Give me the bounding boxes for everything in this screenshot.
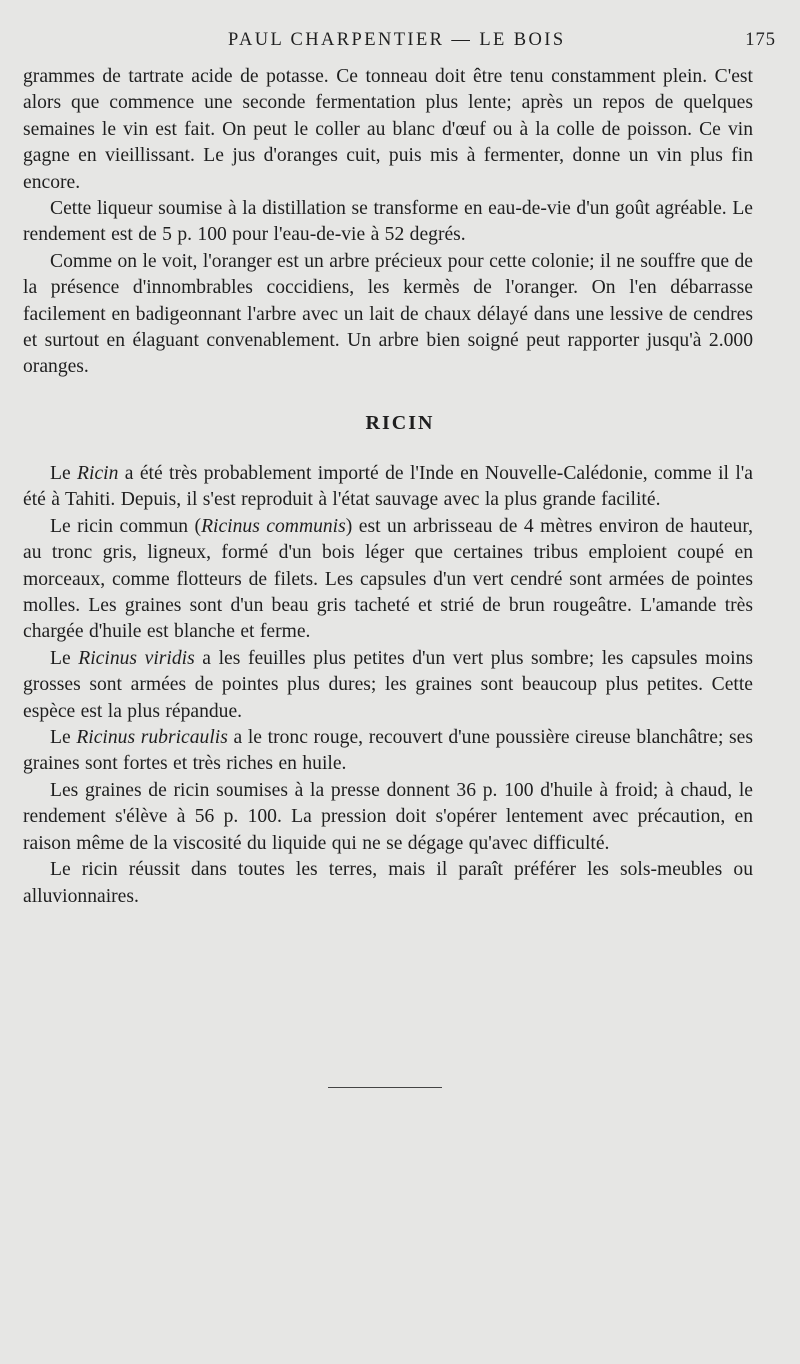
text-run: Le: [50, 463, 78, 484]
end-rule-divider: [328, 1087, 442, 1088]
text-run: ) est un arbrisseau de 4 mètres environ de hauteur, au tronc gris, ligneux, formé d'un bois léger que certaines tribus emploient coupé en morceaux, comme flotteurs de filets. Les capsules d'un vert cendré sont armées de pointes molles. Les graines sont d'un beau gris tacheté et strié de brun rougeâtre. L'amande très chargée d'huile est blanche et ferme.: [23, 515, 753, 643]
text-block-ricin: [23, 461, 753, 910]
text-block-oranger: [23, 64, 753, 381]
section-heading: RICIN: [365, 412, 435, 434]
running-title: PAUL CHARPENTIER — LE BOIS: [228, 30, 566, 50]
italic-term: Ricinus rubricaulis: [76, 727, 228, 749]
paragraph: [23, 725, 753, 778]
text-run: a été très probablement importé de l'Inde en Nouvelle-Calédonie, comme il l'a été à Tahiti. Depuis, il s'est reproduit à l'état sauvage avec la plus grande facilité.: [23, 463, 753, 511]
text-run: a les feuilles plus petites d'un vert plus sombre; les capsules moins grosses sont armées de pointes plus dures; les graines sont beaucoup plus petites. Cette espèce est la plus répandue.: [23, 647, 753, 722]
italic-term: Ricinus viridis: [78, 647, 195, 669]
text-run: a le tronc rouge, recouvert d'une poussière cireuse blanchâtre; ses graines sont fortes et très riches en huile.: [23, 727, 753, 775]
text-run: Le ricin commun (: [50, 515, 202, 537]
paragraph: Cette liqueur soumise à la distillation se transforme en eau-de-vie d'un goût agréable. Le rendement est de 5 p. 100 pour l'eau-de-vie à 52 degrés.: [23, 198, 753, 246]
running-header: [0, 30, 800, 54]
text-run: Le: [50, 727, 77, 749]
paragraph: [23, 646, 753, 725]
paragraph: grammes de tartrate acide de potasse. Ce tonneau doit être tenu constamment plein. C'est alors que commence une seconde fermentation plus lente; après un repos de quelques semaines le vin est fait. On peut le coller au blanc d'œuf ou à la colle de poisson. Ce vin gagne en vieillissant. Le jus d'oranges cuit, puis mis à fermenter, donne un vin plus fin encore.: [23, 66, 753, 193]
paragraph: Comme on le voit, l'oranger est un arbre précieux pour cette colonie; il ne souffre que de la présence d'innombrables coccidiens, les kermès de l'oranger. On l'en débarrasse facilement en badigeonnant l'arbre avec un lait de chaux délayé dans une lessive de cendres et surtout en élaguant convenablement. Un arbre bien soigné peut rapporter jusqu'à 2.000 oranges.: [23, 250, 753, 378]
paragraph: Le ricin réussit dans toutes les terres, mais il paraît préférer les sols-meubles ou alluvionnaires.: [23, 859, 753, 907]
paragraph: [23, 514, 753, 646]
paragraph: Les graines de ricin soumises à la presse donnent 36 p. 100 d'huile à froid; à chaud, le rendement s'élève à 56 p. 100. La pression doit s'opérer lentement avec précaution, en raison même de la viscosité du liquide qui ne se dégage qu'avec difficulté.: [23, 779, 753, 854]
text-run: Le: [50, 647, 79, 669]
paragraph: [23, 461, 753, 514]
italic-term: Ricinus communis: [201, 515, 346, 537]
page-number: 175: [745, 30, 776, 50]
italic-term: Ricin: [77, 463, 119, 484]
